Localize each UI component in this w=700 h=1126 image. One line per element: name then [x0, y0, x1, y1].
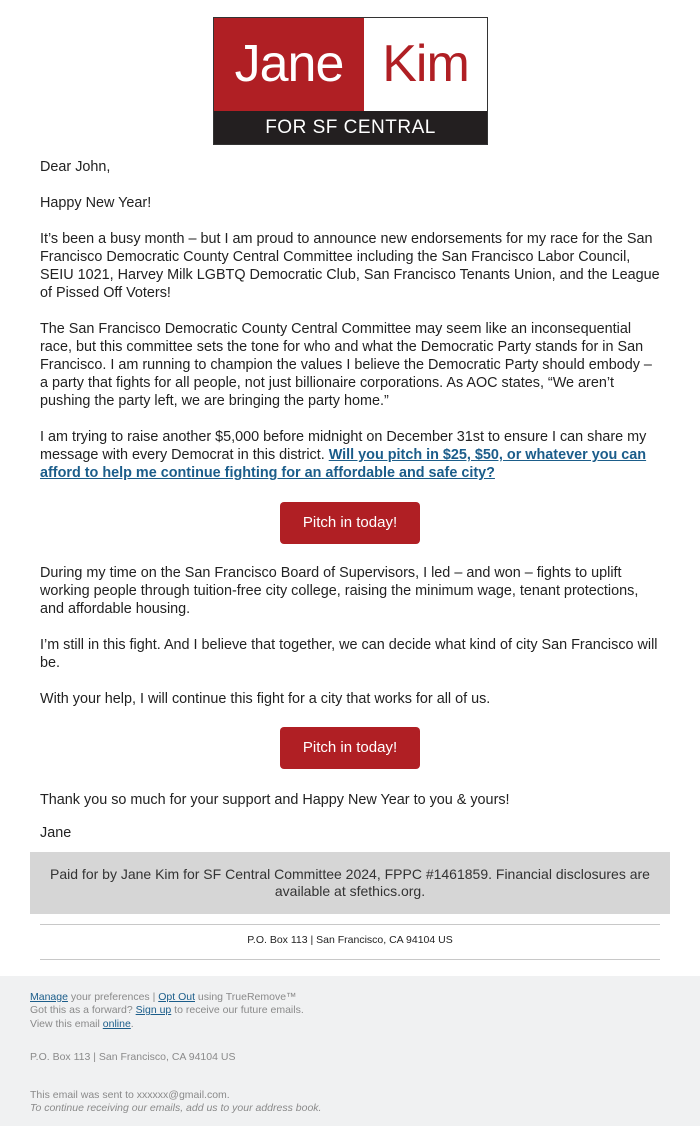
- fundraising-text: I am trying to raise another $5,000 before midnight on December 31st to ensure I can share my message with every Democrat in this district.: [40, 429, 647, 463]
- donate-link[interactable]: Will you pitch in $25, $50, or whatever you can afford to help me continue fighting for an affordable and safe city?: [40, 447, 647, 481]
- signoff: Jane: [40, 825, 72, 841]
- paragraph-committee: The San Francisco Democratic County Central Committee may seem like an inconsequential race, but this committee sets the tone for who and what the Democratic Party stands for in San Francisco. I am running to champion the values I believe the Democratic Party should embody – a party that fights for all people, not just billionaire corporations. As AOC states, “We aren’t pushing the party left, we are bringing the party home.”: [40, 321, 652, 409]
- greeting: Dear John,: [40, 159, 111, 175]
- paragraph-your-help: With your help, I will continue this fight for a city that works for all of us.: [40, 691, 491, 707]
- view-online-line: [30, 1018, 134, 1031]
- forward-text: Got this as a forward?: [30, 1004, 136, 1016]
- opt-out-text: using TrueRemove™: [195, 991, 297, 1003]
- paragraph-endorsements: It’s been a busy month – but I am proud to announce new endorsements for my race for the San Francisco Democratic County Central Committee including the San Francisco Labor Council, SEIU 1021, Harvey Milk LGBTQ Democratic Club, San Francisco Tenants Union, and the League of Pissed Off Voters!: [40, 231, 660, 301]
- paragraph-record: During my time on the San Francisco Board of Supervisors, I led – and won – fights to uplift working people through tuition-free city college, raising the minimum wage, tenant protections, and affordable housing.: [40, 565, 639, 617]
- pitch-in-button-1[interactable]: Pitch in today!: [280, 502, 420, 544]
- opt-out-link[interactable]: Opt Out: [158, 991, 195, 1003]
- paid-for-disclaimer: Paid for by Jane Kim for SF Central Committee 2024, FPPC #1461859. Financial disclosures are available at sfethics.org.: [30, 852, 670, 914]
- paragraph-still-fighting: I’m still in this fight. And I believe that together, we can decide what kind of city San Francisco will be.: [40, 637, 658, 671]
- logo-first-name: Jane: [214, 18, 364, 111]
- forward-line: [30, 1004, 304, 1017]
- sign-up-text: to receive our future emails.: [171, 1004, 304, 1016]
- manage-link[interactable]: Manage: [30, 991, 68, 1003]
- email-footer: [0, 976, 700, 1126]
- logo-last-name: Kim: [364, 18, 487, 111]
- happy-new-year: Happy New Year!: [40, 195, 152, 211]
- view-end: .: [130, 1018, 134, 1030]
- campaign-logo: [213, 17, 488, 171]
- logo-tagline: FOR SF CENTRAL COMMITTEE: [214, 111, 487, 144]
- manage-text: your preferences |: [67, 991, 159, 1003]
- view-online-link[interactable]: online: [102, 1018, 131, 1030]
- divider-bottom: [40, 959, 660, 960]
- footer-address: P.O. Box 113 | San Francisco, CA 94104 US: [30, 1051, 236, 1063]
- paragraph-thank-you: Thank you so much for your support and Happy New Year to you & yours!: [40, 792, 510, 808]
- logo-name-row: [214, 18, 487, 111]
- pitch-in-button-2[interactable]: Pitch in today!: [280, 727, 420, 769]
- mailing-address: P.O. Box 113 | San Francisco, CA 94104 US: [247, 934, 453, 946]
- sent-to-line: This email was sent to xxxxxx@gmail.com.: [30, 1089, 230, 1101]
- paragraph-fundraising: [40, 428, 662, 482]
- address-book-line: To continue receiving our emails, add us to your address book.: [30, 1102, 322, 1114]
- sign-up-link[interactable]: Sign up: [135, 1004, 172, 1016]
- preferences-line: [30, 991, 297, 1004]
- view-text: View this email: [30, 1018, 103, 1030]
- divider-top: [40, 924, 660, 925]
